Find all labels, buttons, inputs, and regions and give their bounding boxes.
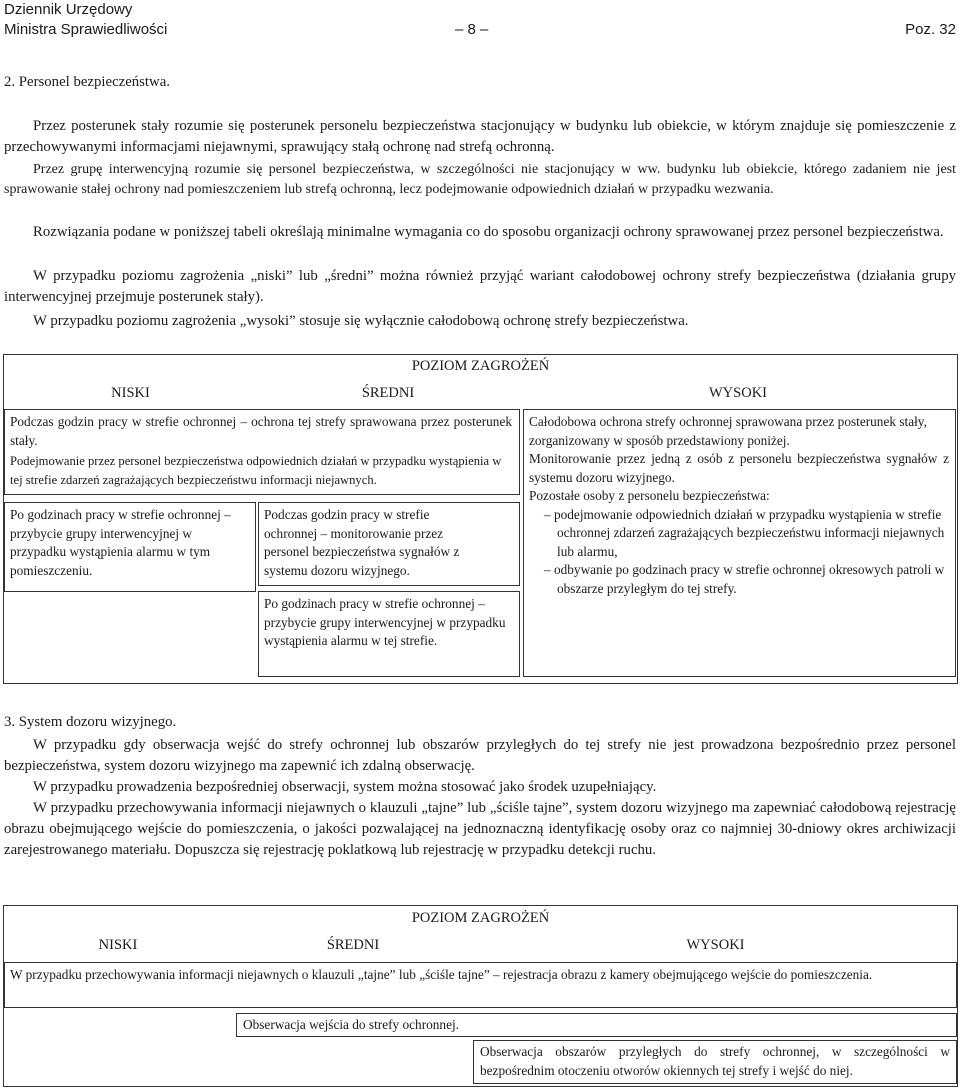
table-1-wysoki-dash-1: – podejmowanie odpowiednich działań w przypadku wystąpienia w strefie ochronnej zdarzeń zagrażających bezpieczeństwu informacji niejawnych lub alarmu,	[544, 506, 945, 559]
table-1-niski-text: Po godzinach pracy w strefie ochronnej – przybycie grupy interwencyjnej w przypadku wystąpienia alarmu w tym pomieszczeniu.	[10, 507, 231, 578]
table-1-wysoki-text-2: Monitorowanie przez jedną z osób z personelu bezpieczeństwa sygnałów z systemu dozoru wizyjnego.	[529, 451, 949, 485]
table-2-col-wysoki: WYSOKI	[686, 937, 745, 953]
section-3-heading: 3. System dozoru wizyjnego.	[4, 714, 177, 730]
section-2-paragraph-4: W przypadku poziomu zagrożenia „niski” lub „średni” można również przyjąć wariant całodobowej ochrony strefy bezpieczeństwa (działania grupy interwencyjnej przejmuje posterunek stały).	[4, 268, 956, 305]
section-2-paragraph-1: Przez posterunek stały rozumie się posterunek personelu bezpieczeństwa stacjonujący w budynku lub obiekcie, w którym znajduje się pomieszczenie z przechowywanymi informacjami niejawnymi, sprawujący stałą ochronę nad strefą ochronną.	[4, 118, 956, 155]
table-1-sredni-text-a: Podczas godzin pracy w strefie ochronnej – monitorowanie przez personel bezpieczeństwa sygnałów z systemu dozoru wizyjnego.	[264, 507, 460, 578]
section-3-paragraph-1: W przypadku gdy obserwacja wejść do strefy ochronnej lub obszarów przyległych do tej strefy nie jest prowadzona bezpośrednio przez personel bezpieczeństwa, system dozoru wizyjnego ma zapewnić ich zdalną obserwację.	[4, 737, 956, 774]
running-header	[4, 0, 167, 40]
table-1-col-sredni: ŚREDNI	[361, 385, 415, 401]
table-1-shared-text-b: Podejmowanie przez personel bezpieczeństwa odpowiednich działań w przypadku wystąpienia w tej strefie zdarzeń zagrażających bezpieczeństwu informacji niejawnych.	[10, 454, 502, 487]
table-1-title: POZIOM ZAGROŻEŃ	[411, 358, 550, 374]
ministry-name: Ministra Sprawiedliwości	[4, 21, 168, 38]
table-1-shared-text-a: Podczas godzin pracy w strefie ochronnej – ochrona tej strefy sprawowana przez posterunek stały.	[10, 414, 512, 448]
section-2-paragraph-2: Przez grupę interwencyjną rozumie się personel bezpieczeństwa, w szczególności nie stacjonujący w ww. budynku lub obiekcie, którego zadaniem nie jest sprawowanie stałej ochrony nad pomieszczeniem lub strefą ochronną, lecz podejmowanie odpowiednich działań w przypadku wezwania.	[4, 162, 956, 197]
table-1-wysoki-block	[529, 413, 949, 598]
table-1-wysoki-dash-2: – odbywanie po godzinach pracy w strefie ochronnej okresowych patroli w obszarze przyległym do tej strefy.	[544, 562, 945, 596]
section-3-paragraph-2: W przypadku prowadzenia bezpośredniej obserwacji, system można stosować jako środek uzupełniający.	[33, 779, 657, 795]
table-1-col-wysoki: WYSOKI	[709, 385, 767, 401]
table-2-col-niski: NISKI	[98, 937, 138, 953]
table-2-title: POZIOM ZAGROŻEŃ	[411, 910, 550, 926]
table-1-wysoki-text-1: Całodobowa ochrona strefy ochronnej sprawowana przez posterunek stały, zorganizowany w sposób przedstawiony poniżej.	[529, 414, 927, 448]
table-2-row-2-text: Obserwacja wejścia do strefy ochronnej.	[243, 1017, 459, 1032]
table-2-col-sredni: ŚREDNI	[326, 937, 380, 953]
page-number: – 8 –	[455, 21, 489, 38]
section-2-paragraph-3: Rozwiązania podane w poniższej tabeli określają minimalne wymagania co do sposobu organizacji ochrony sprawowanej przez personel bezpieczeństwa.	[33, 224, 944, 240]
journal-name: Dziennik Urzędowy	[4, 1, 133, 18]
section-2-heading: 2. Personel bezpieczeństwa.	[4, 74, 170, 90]
table-2-row-3-text: Obserwacja obszarów przyległych do strefy ochronnej, w szczególności w bezpośrednim otoczeniu otworów okiennych tej strefy i wejść do niej.	[480, 1044, 950, 1078]
section-2-paragraph-5: W przypadku poziomu zagrożenia „wysoki” stosuje się wyłącznie całodobową ochronę strefy bezpieczeństwa.	[33, 313, 689, 329]
table-1-sredni-text-b: Po godzinach pracy w strefie ochronnej – przybycie grupy interwencyjnej w przypadku wystąpienia alarmu w tej strefie.	[264, 596, 506, 648]
section-3-paragraph-3: W przypadku przechowywania informacji niejawnych o klauzuli „tajne” lub „ściśle tajne”, system dozoru wizyjnego ma zapewniać całodobową rejestrację obrazu obejmującego wejście do pomieszczenia, o jakości pozwalającej na jednoznaczną identyfikację osoby oraz co najmniej 30-dniowy okres archiwizacji zarejestrowanego materiału. Dopuszcza się rejestrację poklatkową lub rejestrację w przypadku detekcji ruchu.	[4, 800, 956, 858]
table-1-wysoki-text-3: Pozostałe osoby z personelu bezpieczeństwa:	[529, 488, 770, 503]
table-1-col-niski: NISKI	[111, 385, 150, 401]
table-2-row-1-text: W przypadku przechowywania informacji niejawnych o klauzuli „tajne” lub „ściśle tajne” – rejestracja obrazu z kamery obejmującego wejście do pomieszczenia.	[10, 967, 873, 982]
position-number: Poz. 32	[905, 21, 956, 38]
